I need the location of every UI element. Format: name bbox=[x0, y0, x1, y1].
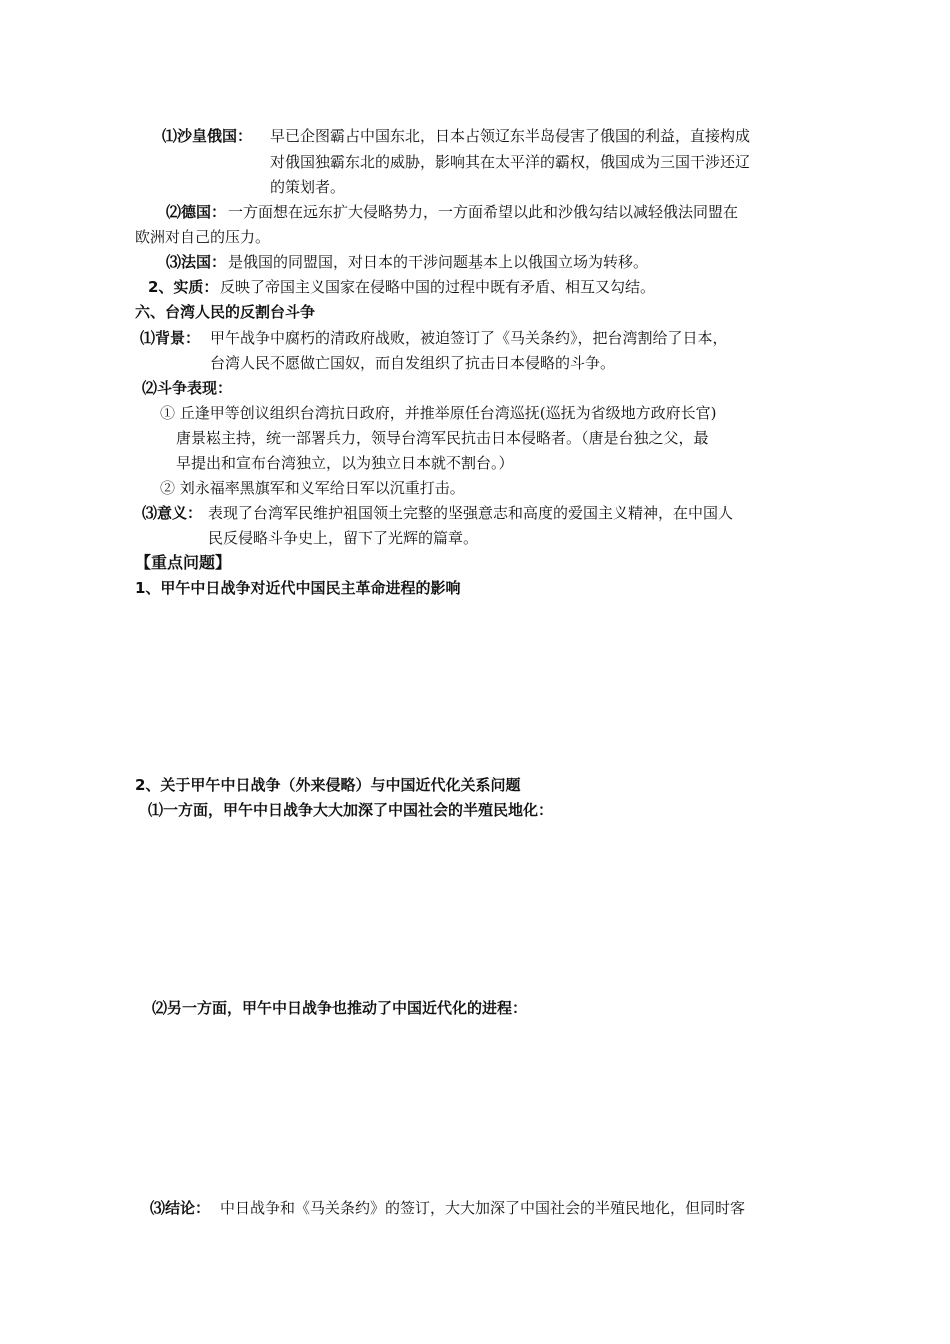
struggle-item1-line1: ① 丘逢甲等创议组织台湾抗日政府，并推举原任台湾巡抚(巡抚为省级地方政府长官) bbox=[160, 404, 717, 422]
conclusion-label: ⑶结论： bbox=[150, 1199, 211, 1217]
significance-text-2: 民反侵略斗争史上，留下了光辉的篇章。 bbox=[208, 529, 479, 547]
significance-label: ⑶意义： bbox=[142, 504, 203, 522]
russia-text-3: 的策划者。 bbox=[270, 178, 346, 196]
france-text: 是俄国的同盟国，对日本的干涉问题基本上以俄国立场为转移。 bbox=[228, 253, 649, 271]
germany-text-1: 一方面想在远东扩大侵略势力，一方面希望以此和沙俄勾结以减轻俄法同盟在 bbox=[228, 203, 739, 221]
background-text-1: 甲午战争中腐朽的清政府战败，被迫签订了《马关条约》，把台湾割给了日本， bbox=[210, 329, 728, 347]
key-issues-heading: 【重点问题】 bbox=[135, 553, 232, 572]
struggle-label: ⑵斗争表现： bbox=[142, 379, 233, 397]
significance-text-1: 表现了台湾军民维护祖国领土完整的坚强意志和高度的爱国主义精神，在中国人 bbox=[208, 504, 734, 522]
france-label: ⑶法国： bbox=[166, 253, 227, 271]
section-heading: 六、台湾人民的反割台斗争 bbox=[135, 303, 316, 321]
struggle-item1-line3: 早提出和宣布台湾独立，以为独立日本就不割台。） bbox=[176, 454, 514, 472]
background-label: ⑴背景： bbox=[140, 329, 201, 347]
struggle-item1-line2: 唐景崧主持，统一部署兵力，领导台湾军民抗击日本侵略者。（唐是台独之父，最 bbox=[176, 429, 709, 447]
question-1: 1、甲午中日战争对近代中国民主革命进程的影响 bbox=[135, 579, 461, 597]
russia-label: ⑴沙皇俄国： bbox=[162, 127, 253, 145]
essence-label: 2、实质： bbox=[148, 278, 219, 296]
background-text-2: 台湾人民不愿做亡国奴，而自发组织了抗击日本侵略的斗争。 bbox=[210, 354, 616, 372]
question-2-part-2: ⑵另一方面，甲午中日战争也推动了中国近代化的进程： bbox=[152, 999, 528, 1017]
russia-text-2: 对俄国独霸东北的威胁，影响其在太平洋的霸权，俄国成为三国干涉还辽 bbox=[270, 153, 751, 171]
germany-label: ⑵德国： bbox=[166, 203, 227, 221]
conclusion-text: 中日战争和《马关条约》的签订，大大加深了中国社会的半殖民地化，但同时客 bbox=[220, 1199, 746, 1217]
struggle-item2: ② 刘永福率黑旗军和义军给日军以沉重打击。 bbox=[160, 479, 465, 497]
question-2: 2、关于甲午中日战争（外来侵略）与中国近代化关系问题 bbox=[135, 776, 521, 794]
essence-text: 反映了帝国主义国家在侵略中国的过程中既有矛盾、相互又勾结。 bbox=[220, 278, 656, 296]
germany-text-2: 欧洲对自己的压力。 bbox=[135, 228, 271, 246]
russia-text-1: 早已企图霸占中国东北，日本占领辽东半岛侵害了俄国的利益，直接构成 bbox=[270, 127, 751, 145]
question-2-part-1: ⑴一方面，甲午中日战争大大加深了中国社会的半殖民地化： bbox=[148, 801, 554, 819]
